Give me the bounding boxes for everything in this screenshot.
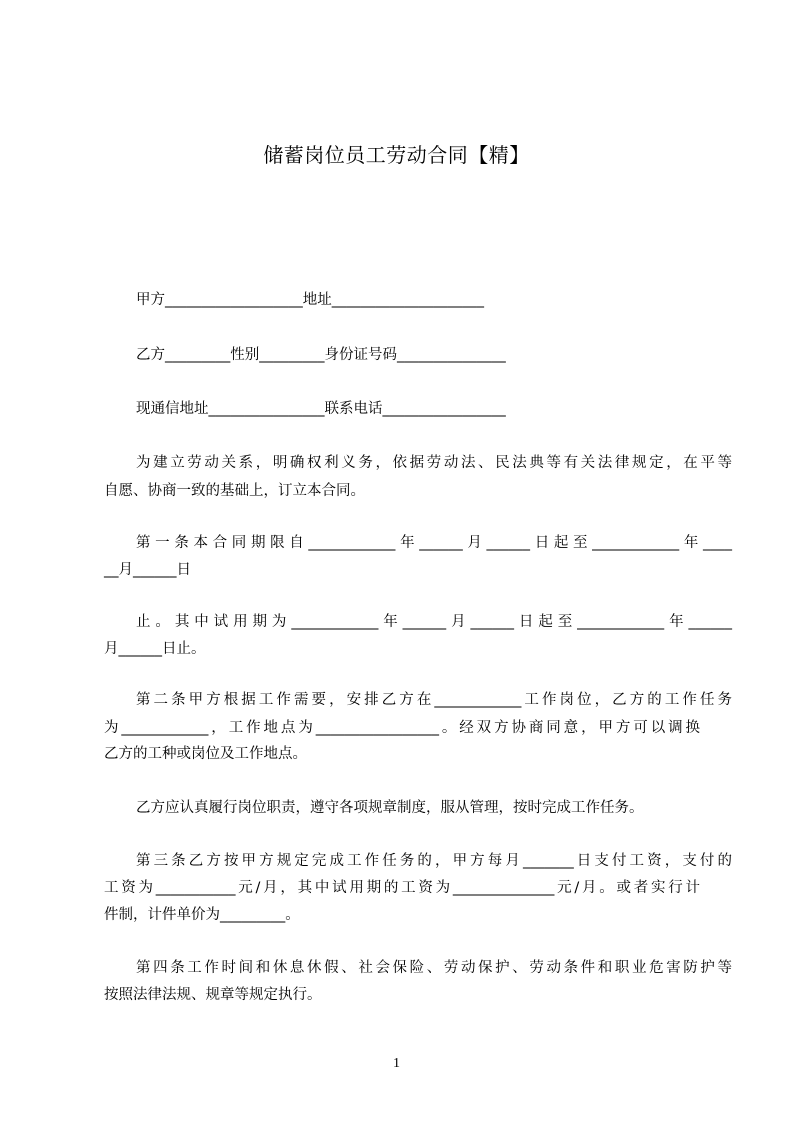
- article-4-line-2: 按照法律法规、规章等规定执行。: [104, 987, 322, 1003]
- article-3-line-1: 第三条乙方按甲方规定完成工作任务的，甲方每月_______日支付工资，支付的: [136, 853, 732, 869]
- address-phone-line: 现通信地址________________联系电话_________________: [136, 401, 506, 417]
- preamble-line-2: 自愿、协商一致的基础上，订立本合同。: [104, 483, 365, 499]
- article-1-line-2: __月______日: [104, 562, 191, 578]
- article-2-line-2: 为____________，工作地点为_________________。经双方协商同意，甲方可以调换: [104, 720, 700, 736]
- probation-line-2: 月______日止。: [104, 641, 206, 657]
- article-3-line-3: 件制，计件单价为_________。: [104, 907, 300, 923]
- probation-line-1: 止。其中试用期为____________年______月______日起至____________年______: [136, 614, 732, 630]
- duty-line: 乙方应认真履行岗位职责，遵守各项规章制度，服从管理，按时完成工作任务。: [136, 800, 644, 816]
- article-4-line-1: 第四条工作时间和休息休假、社会保险、劳动保护、劳动条件和职业危害防护等: [136, 960, 732, 976]
- preamble-line-1: 为建立劳动关系，明确权利义务，依据劳动法、民法典等有关法律规定，在平等: [136, 455, 732, 471]
- party-a-line: 甲方___________________地址_____________________: [136, 292, 484, 308]
- article-3-line-2: 工资为___________元/月，其中试用期的工资为______________元/月。或者实行计: [104, 880, 700, 896]
- article-2-line-1: 第二条甲方根据工作需要，安排乙方在____________工作岗位，乙方的工作任务: [136, 692, 732, 708]
- article-2-line-3: 乙方的工种或岗位及工作地点。: [104, 746, 307, 762]
- page-number: 1: [393, 1056, 400, 1071]
- document-title: 储蓄岗位员工劳动合同【精】: [263, 143, 530, 167]
- article-1-line-1: 第一条本合同期限自____________年______月______日起至____________年____: [136, 535, 732, 551]
- party-b-line: 乙方_________性别_________身份证号码_______________: [136, 347, 506, 363]
